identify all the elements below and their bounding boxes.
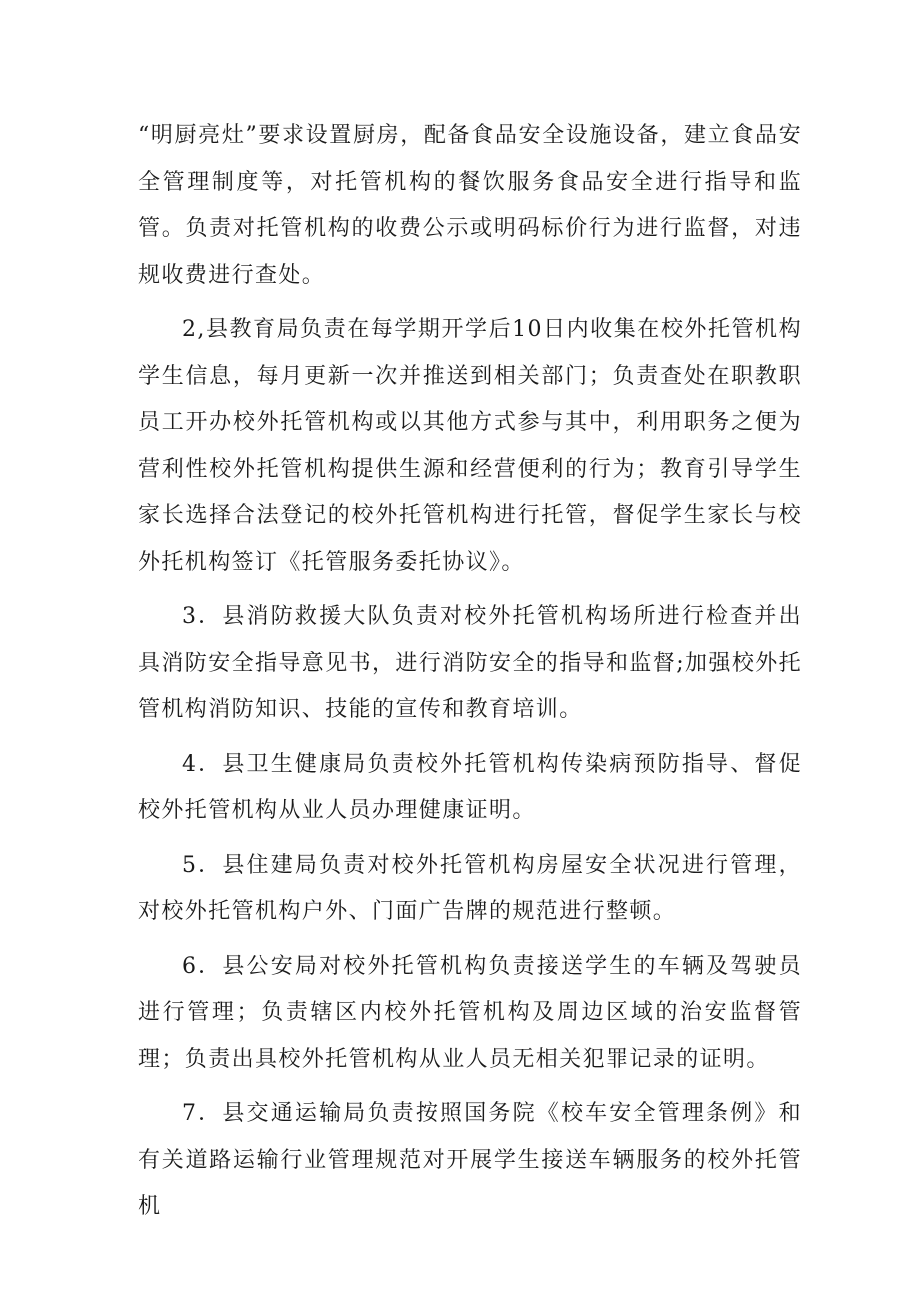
paragraph-fire-rescue: 3．县消防救援大队负责对校外托管机构场所进行检查并出具消防安全指导意见书，进行消防安全的指导和监督;加强校外托管机构消防知识、技能的宣传和教育培训。 (138, 604, 803, 722)
paragraph-health-bureau: 4．县卫生健康局负责校外托管机构传染病预防指导、督促校外托管机构从业人员办理健康证明。 (138, 751, 802, 823)
paragraph-food-safety-continued: “明厨亮灶”要求设置厨房，配备食品安全设施设备，建立食品安全管理制度等，对托管机构的餐饮服务食品安全进行指导和监管。负责对托管机构的收费公示或明码标价行为进行监督，对违规收费进行查处。 (138, 123, 802, 288)
paragraph-public-security: 6．县公安局对校外托管机构负责接送学生的车辆及驾驶员进行管理；负责辖区内校外托管机构及周边区域的治安监督管理；负责出具校外托管机构从业人员无相关犯罪记录的证明。 (138, 953, 802, 1072)
paragraph-education-bureau: 2,县教育局负责在每学期开学后10日内收集在校外托管机构学生信息，每月更新一次并推送到相关部门；负责查处在职教职员工开办校外托管机构或以其他方式参与其中，利用职务之便为营利性校外托管机构提供生源和经营便利的行为；教育引导学生家长选择合法登记的校外托管机构进行托管，督促学生家长与校外托机构签订《托管服务委托协议》。 (138, 317, 802, 575)
paragraph-housing-bureau: 5．县住建局负责对校外托管机构房屋安全状况进行管理，对校外托管机构户外、门面广告牌的规范进行整顿。 (138, 852, 802, 924)
paragraph-transport-bureau: 7．县交通运输局负责按照国务院《校车安全管理条例》和有关道路运输行业管理规范对开展学生接送车辆服务的校外托管机 (138, 1101, 802, 1219)
